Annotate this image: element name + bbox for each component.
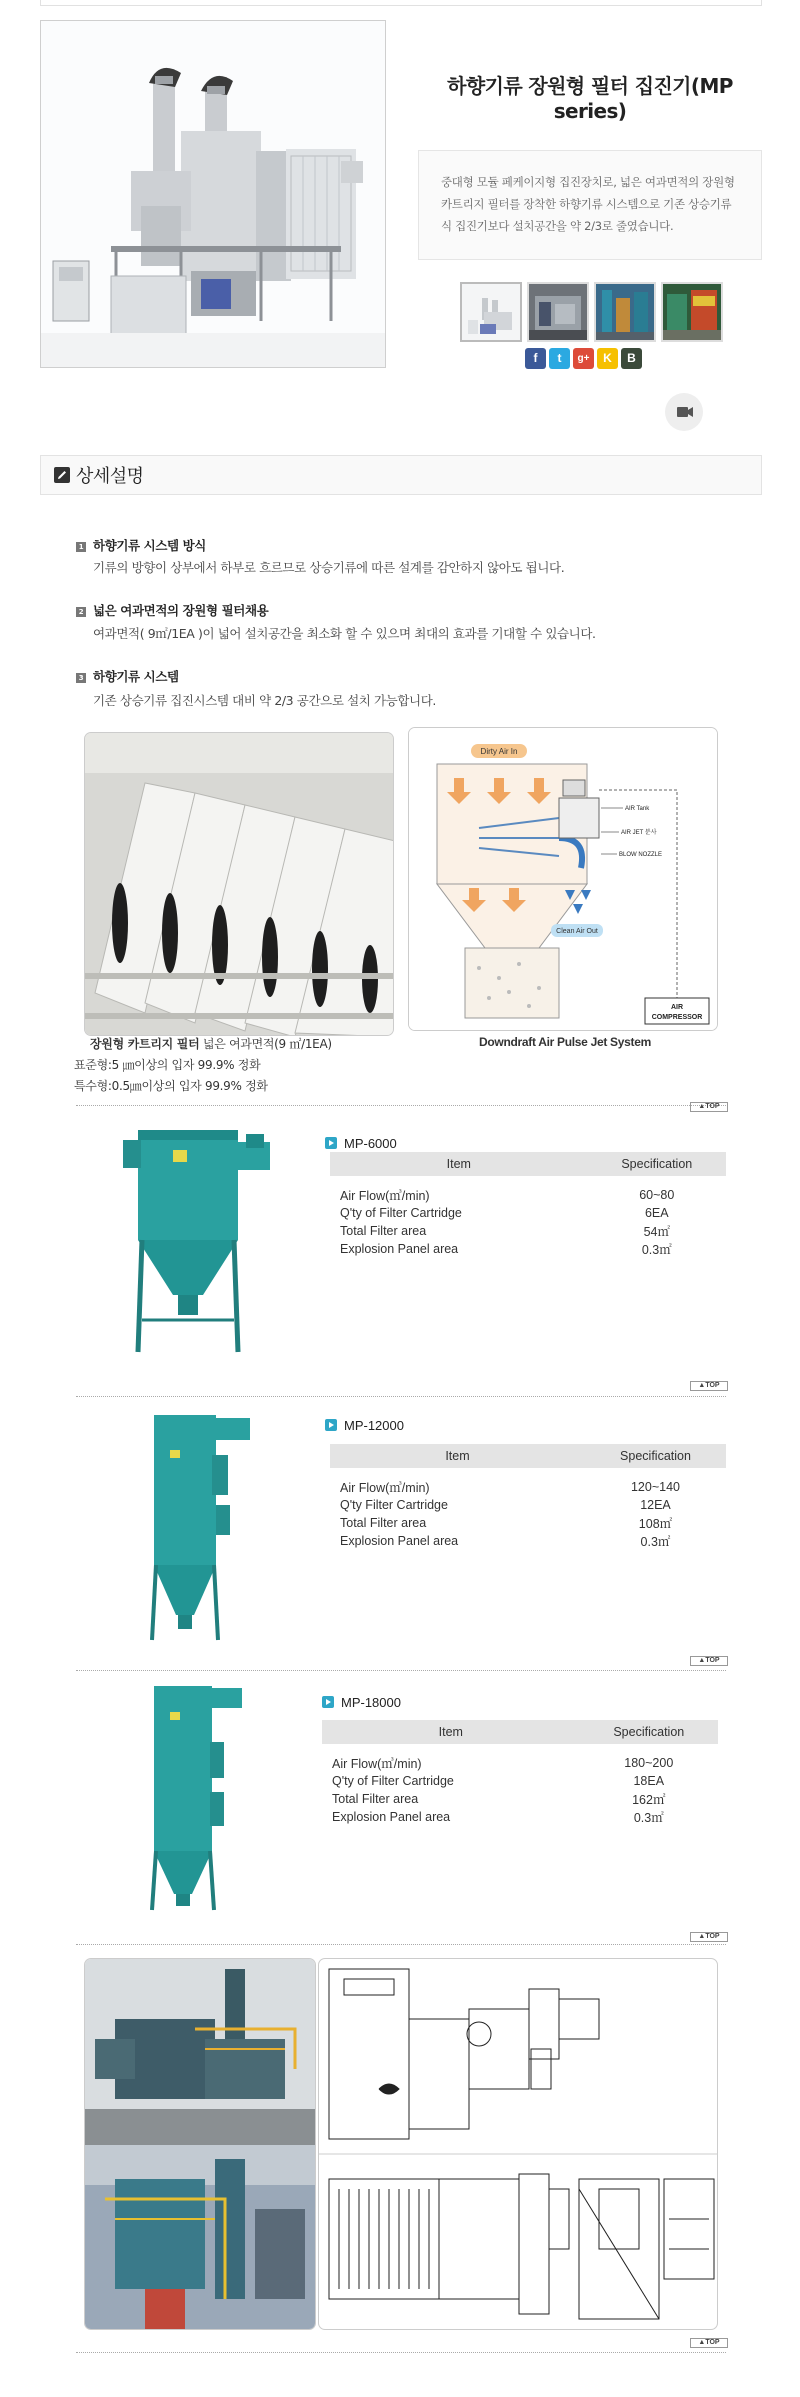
diagram-compressor-label-2: COMPRESSOR [651,1014,703,1021]
mp6000-spec-table [330,1152,726,1258]
spec-value: 180~200 [624,1756,674,1770]
diagram-nozzle-label: BLOW NOZZLE [619,852,663,858]
bullet-heading-1 [76,536,206,554]
top-strip [40,0,762,6]
technical-drawings [318,1958,718,2330]
filter-caption [90,1035,332,1052]
number-2-icon: 2 [76,607,86,617]
spec-header-item: Item [322,1720,580,1744]
spec-item: Explosion Panel area [340,1534,459,1548]
divider [76,1396,726,1397]
kakaostory-icon[interactable]: K [597,348,618,369]
top-button[interactable]: ▲TOP [690,2338,728,2348]
installation-photos [84,1958,316,2330]
spec-header-item: Item [330,1152,588,1176]
top-button[interactable]: ▲TOP [690,1656,728,1666]
spec-value: 0.3㎡ [640,1535,671,1549]
spec-value: 120~140 [630,1480,680,1494]
spec-value: 60~80 [639,1188,675,1202]
bullet-text-2: 여과면적( 9㎡/1EA )이 넓어 설치공간을 최소화 할 수 있으며 최대의 효과를 기대할 수 있습니다. [93,626,596,641]
spec-value: 108㎡ [638,1517,673,1531]
cartridge-filter-photo [84,732,394,1036]
facebook-icon[interactable]: f [525,348,546,369]
system-caption: Downdraft Air Pulse Jet System [479,1035,651,1049]
video-button[interactable] [665,393,703,431]
spec-value: 18EA [633,1774,665,1788]
divider [76,2352,726,2353]
diagram-dirty-label: Dirty Air In [480,747,518,756]
spec-item: Explosion Panel area [332,1810,451,1824]
diagram-clean-label: Clean Air Out [556,928,598,935]
diagram-compressor-label-1: AIR [670,1004,684,1011]
thumbnail-2[interactable] [527,282,589,342]
play-arrow-icon [322,1696,334,1708]
spec-item: Total Filter area [340,1224,427,1238]
bullet-heading-3 [76,667,179,685]
spec-item: Q'ty Filter Cartridge [340,1498,448,1512]
twitter-icon[interactable]: t [549,348,570,369]
spec-value: 0.3㎡ [641,1243,672,1257]
top-button[interactable]: ▲TOP [690,1102,728,1112]
bullet-text-3: 기존 상승기류 집진시스템 대비 약 2/3 공간으로 설치 가능합니다. [93,693,436,708]
spec-value: 162㎡ [632,1793,666,1807]
filter-caption-rest: 넓은 여과면적(9 ㎡/1EA) [199,1037,332,1051]
filter-caption-bold: 장원형 카트리지 필터 [90,1037,200,1051]
spec-value: 12EA [640,1498,671,1512]
bullet-heading-text: 넓은 여과면적의 장원형 필터채용 [93,603,269,618]
mp12000-spec-table [330,1444,726,1550]
spec-item: Air Flow(㎥/min) [340,1481,430,1495]
bullet-heading-text: 하향기류 시스템 방식 [93,538,206,553]
mp18000-name: MP-18000 [341,1695,401,1710]
mp6000-image [118,1120,278,1365]
bullet-heading-2 [76,601,268,619]
spec-value: 6EA [644,1206,669,1220]
product-title: 하향기류 장원형 필터 집진기(MP series) [447,74,733,123]
spec-header-spec: Specification [580,1720,718,1744]
mp18000-title [322,1695,401,1710]
section-header [40,455,762,495]
top-label: TOP [705,1657,720,1664]
mp12000-name: MP-12000 [344,1418,404,1433]
spec-item: Total Filter area [332,1792,419,1806]
spec-item: Air Flow(㎥/min) [340,1189,430,1203]
diagram-jet-label: AIR JET 분사 [621,830,657,836]
standard-spec-text: 표준형:5 ㎛이상의 입자 99.9% 정화 [74,1058,261,1072]
bullet-text-1: 기류의 방향이 상부에서 하부로 흐르므로 상승기류에 따른 설계를 감안하지 않아도 됩니다. [93,560,565,575]
diagram-tank-label: AIR Tank [625,806,650,812]
product-description: 중대형 모듈 페케이지형 집진장치로, 넓은 여과면적의 장원형 카트리지 필터를 장착한 하향기류 시스템으로 기존 상승기류식 집진기보다 설치공간을 약 2/3로 줄였습니다. [418,150,762,260]
top-button[interactable]: ▲TOP [690,1932,728,1942]
top-label: TOP [705,1933,720,1940]
section-title: 상세설명 [76,466,144,487]
main-product-image [40,20,386,368]
number-3-icon: 3 [76,673,86,683]
spec-header-spec: Specification [588,1152,726,1176]
mp6000-title [325,1136,397,1151]
top-label: TOP [705,1103,720,1110]
pencil-icon [54,467,70,483]
play-arrow-icon [325,1137,337,1149]
divider [76,1105,726,1106]
spec-value: 0.3㎡ [633,1811,664,1825]
band-icon[interactable]: B [621,348,642,369]
spec-header-spec: Specification [585,1444,726,1468]
divider [76,1944,726,1945]
thumbnail-3[interactable] [594,282,656,342]
divider [76,1670,726,1671]
spec-item: Total Filter area [340,1516,427,1530]
mp12000-title [325,1418,404,1433]
video-camera-icon [665,393,703,431]
number-1-icon: 1 [76,542,86,552]
top-label: TOP [705,1382,720,1389]
bullet-heading-text: 하향기류 시스템 [93,669,179,684]
googleplus-icon[interactable]: g+ [573,348,594,369]
top-button[interactable]: ▲TOP [690,1381,728,1391]
spec-header-item: Item [330,1444,585,1468]
mp12000-image [140,1410,270,1645]
thumbnail-4[interactable] [661,282,723,342]
spec-item: Explosion Panel area [340,1242,459,1256]
spec-item: Q'ty of Filter Cartridge [340,1206,462,1220]
spec-item: Air Flow(㎥/min) [332,1757,422,1771]
special-spec-text: 특수형:0.5㎛이상의 입자 99.9% 정화 [74,1079,268,1093]
play-arrow-icon [325,1419,337,1431]
spec-value: 54㎡ [643,1225,670,1239]
spec-item: Q'ty of Filter Cartridge [332,1774,454,1788]
top-label: TOP [705,2339,720,2346]
pulse-jet-diagram [408,727,718,1031]
mp18000-spec-table [322,1720,718,1826]
mp6000-name: MP-6000 [344,1136,397,1151]
mp18000-image [140,1682,270,1914]
thumbnail-1[interactable] [460,282,522,342]
